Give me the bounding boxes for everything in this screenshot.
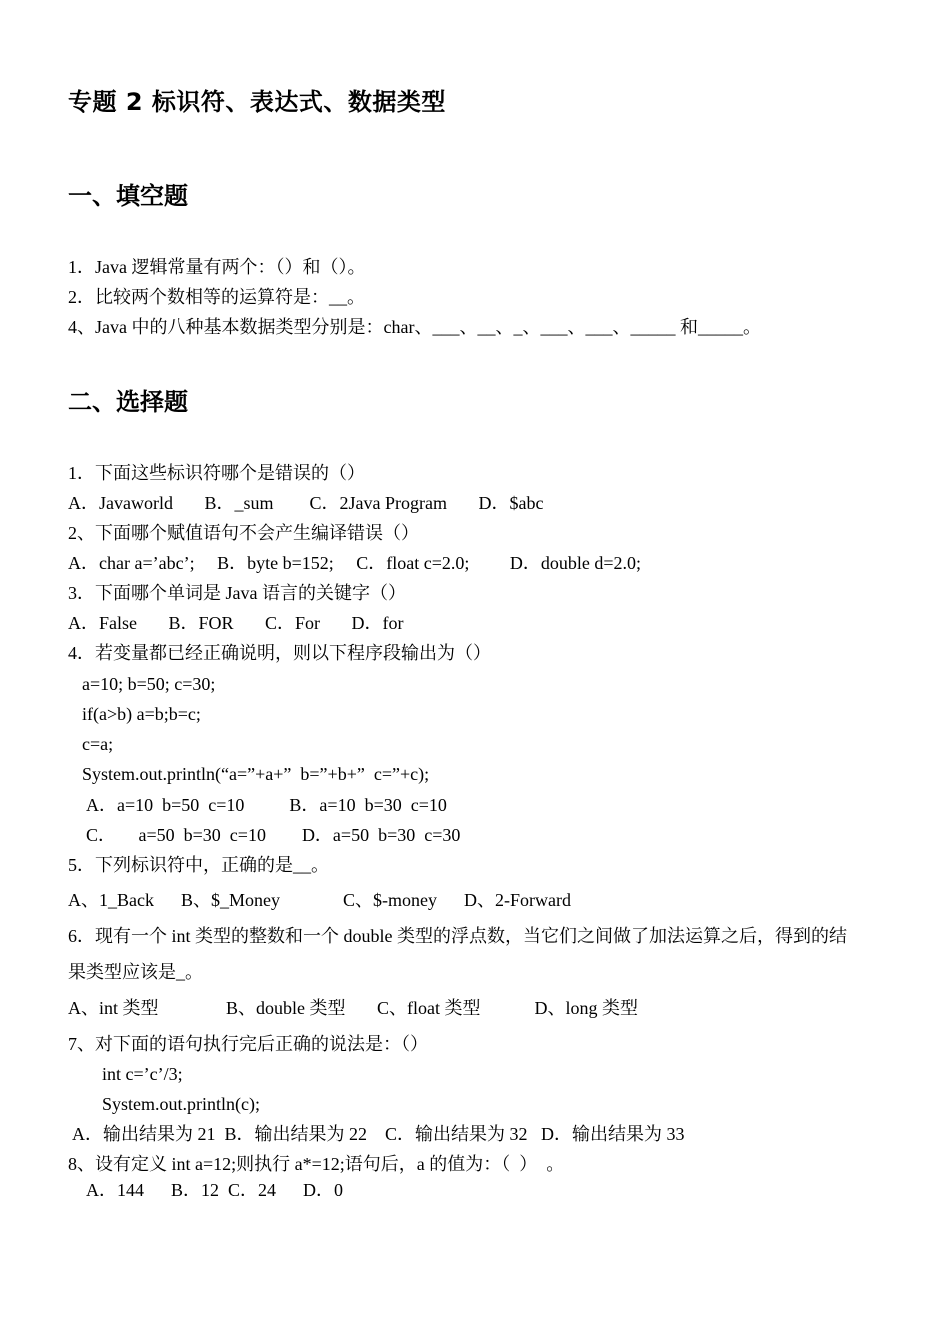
choice-question-7: 7、对下面的语句执行完后正确的说法是：（） bbox=[68, 1034, 428, 1054]
choice-question-5: 5．下列标识符中，正确的是__。 bbox=[68, 855, 329, 875]
choice-options-5: A、1_Back B、$_Money C、$-money D、2-Forward bbox=[68, 890, 571, 910]
code-line: if(a>b) a=b;b=c; bbox=[82, 704, 201, 724]
choice-options-1: A．Javaworld B．_sum C．2Java Program D．$abc bbox=[68, 493, 544, 513]
choice-question-2: 2、下面哪个赋值语句不会产生编译错误（） bbox=[68, 523, 419, 543]
fill-question-4: 4、Java 中的八种基本数据类型分别是：char、___、__、_、___、___、_____ 和_____。 bbox=[68, 317, 761, 337]
choice-options-2: A．char a=’abc’; B．byte b=152; C．float c=2.0; D．double d=2.0; bbox=[68, 553, 642, 573]
choice-question-6-cont: 果类型应该是_。 bbox=[68, 962, 203, 982]
choice-options-8: A．144 B．12 C．24 D．0 bbox=[86, 1180, 344, 1200]
code-line: c=a; bbox=[82, 734, 114, 754]
choice-options-4b: C． a=50 b=30 c=10 D．a=50 b=30 c=30 bbox=[86, 825, 461, 845]
fill-question-2: 2．比较两个数相等的运算符是：__。 bbox=[68, 287, 365, 307]
code-line: int c=’c’/3; bbox=[102, 1064, 183, 1084]
choice-question-6: 6．现有一个 int 类型的整数和一个 double 类型的浮点数，当它们之间做了加法运算之后，得到的结 bbox=[68, 926, 847, 946]
choice-options-3: A．False B．FOR C．For D．for bbox=[68, 613, 404, 633]
code-line: System.out.println(“a=”+a+” b=”+b+” c=”+c); bbox=[82, 764, 430, 784]
choice-question-3: 3．下面哪个单词是 Java 语言的关键字（） bbox=[68, 583, 406, 603]
code-line: System.out.println(c); bbox=[102, 1094, 260, 1114]
section-heading-choice: 二、选择题 bbox=[68, 388, 188, 416]
code-line: a=10; b=50; c=30; bbox=[82, 674, 216, 694]
section-heading-fill-in: 一、填空题 bbox=[68, 182, 188, 210]
choice-question-4: 4．若变量都已经正确说明，则以下程序段输出为（） bbox=[68, 643, 491, 663]
choice-question-1: 1．下面这些标识符哪个是错误的（） bbox=[68, 463, 365, 483]
fill-question-1: 1．Java 逻辑常量有两个：（）和（）。 bbox=[68, 257, 366, 277]
choice-options-4a: A．a=10 b=50 c=10 B．a=10 b=30 c=10 bbox=[86, 795, 447, 815]
choice-options-7: A．输出结果为 21 B．输出结果为 22 C．输出结果为 32 D．输出结果为 33 bbox=[72, 1124, 685, 1144]
page-title: 专题 2 标识符、表达式、数据类型 bbox=[68, 88, 446, 116]
choice-question-8: 8、设有定义 int a=12;则执行 a*=12;语句后，a 的值为：（ ） 。 bbox=[68, 1154, 565, 1174]
choice-options-6: A、int 类型 B、double 类型 C、float 类型 D、long 类型 bbox=[68, 998, 638, 1018]
